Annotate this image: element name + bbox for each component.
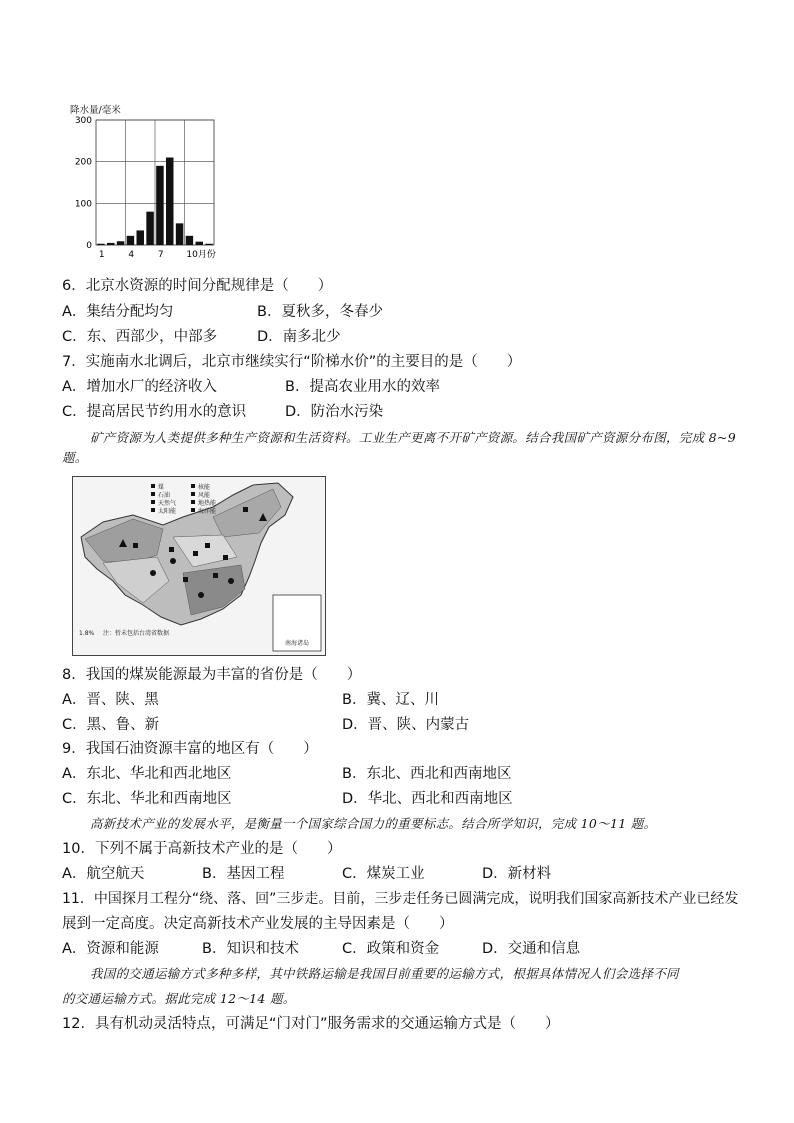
q6-option-c[interactable]: C．东、西部少，中部多: [62, 329, 218, 345]
q10-option-b[interactable]: B．基因工程: [202, 866, 285, 882]
q8-option-a[interactable]: A．晋、陕、黑: [62, 692, 159, 708]
q9-option-c[interactable]: C．东北、华北和西南地区: [62, 791, 232, 807]
chart-bar-3: [117, 241, 124, 245]
q9-option-a[interactable]: A．东北、华北和西北地区: [62, 766, 232, 782]
map-legend-label: 核能: [198, 484, 211, 491]
chart-bar-7: [156, 166, 163, 245]
q11-option-a[interactable]: A．资源和能源: [62, 941, 159, 957]
q7-option-c[interactable]: C．提高居民节约用水的意识: [62, 404, 247, 420]
map-legend-label: 地热能: [198, 500, 217, 507]
chart-bar-5: [137, 230, 144, 245]
chart-bar-2: [107, 243, 114, 245]
question-7-stem: 7．实施南水北调后，北京市继续实行“阶梯水价”的主要目的是（ ）: [62, 354, 522, 370]
passage-intro-12-14-line1: 我国的交通运输方式多种多样，其中铁路运输是我国目前重要的运输方式，根据具体情况人们会选择不同: [90, 966, 679, 981]
map-footnote: 1.8%: [79, 630, 95, 637]
chart-bar-10: [186, 236, 193, 245]
chart-bar-4: [127, 236, 134, 245]
chart-bar-11: [196, 242, 203, 245]
chart-y-tick-label: 300: [74, 116, 92, 126]
question-11-stem-line1: 11．中国探月工程分“绕、落、回”三步走。目前，三步走任务已圆满完成，说明我们国家高新技术产业已经发: [62, 891, 739, 907]
chart-bar-9: [176, 223, 183, 245]
map-legend-label: 海洋能: [198, 508, 217, 515]
q9-option-d[interactable]: D．华北、西北和西南地区: [342, 791, 513, 807]
chart-y-tick-label: 0: [86, 241, 92, 251]
map-legend-label: 太阳能: [158, 508, 177, 515]
mineral-resources-map: [72, 476, 326, 656]
map-legend-label: 石油: [158, 492, 171, 499]
q11-option-c[interactable]: C．政策和资金: [342, 941, 440, 957]
chart-bar-12: [205, 244, 212, 245]
question-12-stem: 12．具有机动灵活特点，可满足“门对门”服务需求的交通运输方式是（ ）: [62, 1016, 560, 1032]
chart-x-tick-label: 1: [98, 250, 105, 260]
q7-option-a[interactable]: A．增加水厂的经济收入: [62, 379, 217, 395]
chart-y-tick-label: 100: [74, 199, 92, 210]
chart-x-tick-label: 7: [157, 250, 164, 260]
map-legend-symbol: [191, 492, 195, 496]
passage-intro-10-11: 高新技术产业的发展水平，是衡量一个国家综合国力的重要标志。结合所学知识，完成 10～11 题。: [90, 816, 657, 831]
map-legend-symbol: [151, 508, 155, 512]
passage-intro-8-9: 矿产资源为人类提供多种生产资源和生活资料。工业生产更离不开矿产资源。结合我国矿产资源分布图，完成 8~9 题。: [62, 430, 736, 465]
chart-grid: [96, 120, 214, 245]
q9-option-b[interactable]: B．东北、西北和西南地区: [342, 766, 512, 782]
map-legend-label: 风能: [198, 492, 211, 499]
q6-option-d[interactable]: D．南多北少: [257, 329, 341, 345]
chart-x-ticks: [99, 248, 216, 260]
passage-intro-12-14-line2: 的交通运输方式。据此完成 12～14 题。: [62, 991, 296, 1006]
map-legend-symbol: [191, 484, 195, 488]
q8-option-c[interactable]: C．黑、鲁、新: [62, 717, 160, 733]
chart-y-tick-label: 200: [74, 157, 92, 168]
map-legend-symbol: [191, 508, 195, 512]
chart-bar-1: [97, 244, 104, 245]
map-legend-symbol: [191, 500, 195, 504]
map-legend-symbol: [151, 500, 155, 504]
question-9-stem: 9．我国石油资源丰富的地区有（ ）: [62, 741, 318, 757]
q10-option-c[interactable]: C．煤炭工业: [342, 866, 425, 882]
chart-x-tick-label: 4: [128, 250, 135, 260]
q7-option-b[interactable]: B．提高农业用水的效率: [285, 379, 440, 395]
map-inset-label: 南海诸岛: [284, 640, 310, 647]
chart-y-ticks: [75, 116, 92, 251]
q8-option-d[interactable]: D．晋、陕、内蒙古: [342, 717, 470, 733]
question-8-stem: 8．我国的煤炭能源最为丰富的省份是（ ）: [62, 667, 362, 683]
q6-option-a[interactable]: A．集结分配均匀: [62, 304, 174, 320]
map-legend-symbol: [151, 484, 155, 488]
question-6-stem: 6．北京水资源的时间分配规律是（ ）: [62, 278, 333, 294]
map-note: 注：暂未包括台湾省数据: [103, 630, 170, 637]
chart-ylabel: 降水量/毫米: [70, 105, 121, 116]
question-11-stem-line2: 展到一定高度。决定高新技术产业发展的主导因素是（ ）: [62, 916, 454, 932]
q11-option-b[interactable]: B．知识和技术: [202, 941, 299, 957]
q7-option-d[interactable]: D．防治水污染: [285, 404, 384, 420]
chart-bar-8: [166, 158, 173, 246]
q10-option-d[interactable]: D．新材料: [482, 866, 552, 882]
q11-option-d[interactable]: D．交通和信息: [482, 941, 581, 957]
chart-bar-6: [146, 212, 153, 245]
chart-x-tick-label: 10月份: [186, 250, 216, 260]
map-legend-symbol: [151, 492, 155, 496]
map-legend-label: 煤: [158, 484, 165, 491]
q10-option-a[interactable]: A．航空航天: [62, 866, 145, 882]
q8-option-b[interactable]: B．冀、辽、川: [342, 692, 439, 708]
q6-option-b[interactable]: B．夏秋多，冬春少: [257, 304, 383, 320]
map-legend-label: 天然气: [158, 500, 177, 507]
precipitation-chart: [62, 100, 232, 265]
question-10-stem: 10．下列不属于高新技术产业的是（ ）: [62, 841, 342, 857]
